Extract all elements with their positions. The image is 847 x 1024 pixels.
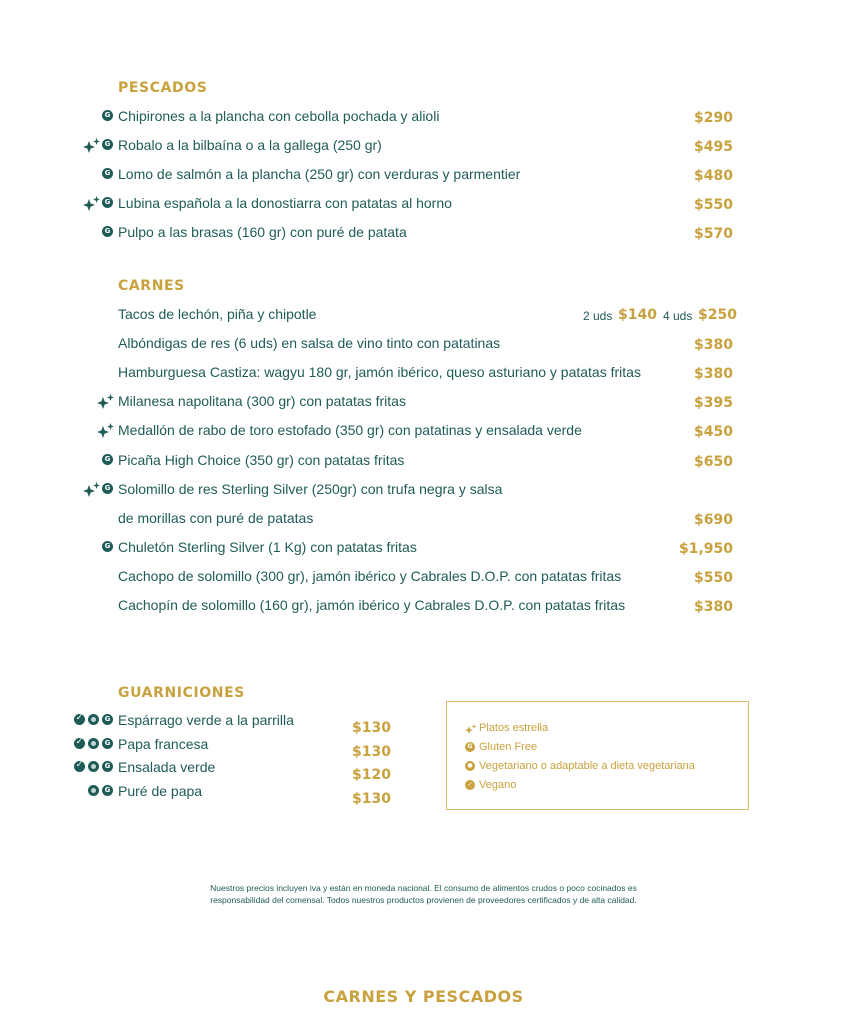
dish-price: $395 [694, 395, 733, 411]
gluten-free-icon: G [102, 483, 113, 494]
dish-name: Espárrago verde a la parrilla [118, 712, 294, 728]
dish-price: $570 [694, 226, 733, 242]
dish-name: Lomo de salmón a la plancha (250 gr) con verduras y parmentier [118, 166, 521, 182]
dish-name: Cachopín de solomillo (160 gr), jamón ibérico y Cabrales D.O.P. con patatas fritas [118, 597, 626, 613]
dish-name: Puré de papa [118, 783, 203, 799]
menu-item-solomillo [0, 481, 847, 501]
dish-name: Tacos de lechón, piña y chipotle [118, 306, 317, 322]
dish-price: $130 [352, 791, 391, 807]
sparkle-star-icon [465, 722, 477, 733]
quantity-label: 2 uds [583, 309, 613, 323]
legend-label: Gluten Free [479, 741, 538, 753]
dish-price: $550 [694, 197, 733, 213]
dish-price: $380 [694, 599, 733, 615]
legend-label: Vegetariano o adaptable a dieta vegetariana [479, 760, 695, 772]
dish-name: Chipirones a la plancha con cebolla pochada y alioli [118, 108, 440, 124]
section-title-carnes: CARNES [118, 278, 185, 294]
gluten-free-icon: G [102, 738, 113, 749]
menu-item [0, 422, 847, 442]
footnote-line: responsabilidad del comensal. Todos nuestros productos provienen de proveedores certificados y de alta calidad. [210, 895, 637, 905]
dish-price: $480 [694, 168, 733, 184]
sparkle-star-icon [97, 394, 115, 410]
sparkle-star-icon [83, 138, 101, 154]
quantity-label: 4 uds [663, 309, 693, 323]
sparkle-star-icon [97, 423, 115, 439]
vegetarian-icon [88, 761, 99, 772]
dish-name: Cachopo de solomillo (300 gr), jamón ibérico y Cabrales D.O.P. con patatas fritas [118, 568, 622, 584]
vegan-icon [74, 761, 85, 772]
menu-item [0, 195, 847, 215]
dish-name-line2: de morillas con puré de patatas [118, 510, 314, 526]
vegetarian-icon [88, 785, 99, 796]
dish-name: Albóndigas de res (6 uds) en salsa de vino tinto con patatinas [118, 335, 501, 351]
dish-name: Medallón de rabo de toro estofado (350 gr) con patatinas y ensalada verde [118, 422, 582, 438]
vegetarian-icon [88, 738, 99, 749]
menu-item [0, 568, 847, 588]
legend-label: Platos estrella [479, 722, 549, 734]
gluten-free-icon: G [102, 541, 113, 552]
gluten-free-icon: G [102, 168, 113, 179]
quantity-price: $140 [618, 307, 657, 323]
menu-item-tacos [0, 306, 847, 326]
dish-price: $380 [694, 366, 733, 382]
dish-price: $130 [352, 720, 391, 736]
dish-price: $380 [694, 337, 733, 353]
dish-price: $450 [694, 424, 733, 440]
menu-item [0, 452, 847, 472]
dish-price: $550 [694, 570, 733, 586]
menu-item-solomillo-cont [0, 510, 847, 530]
gluten-free-icon: G [465, 742, 475, 752]
sparkle-star-icon [83, 196, 101, 212]
dish-name: Picaña High Choice (350 gr) con patatas fritas [118, 452, 405, 468]
menu-item [0, 539, 847, 559]
menu-item [0, 224, 847, 244]
vegetarian-icon [88, 714, 99, 725]
dish-price: $130 [352, 744, 391, 760]
vegan-icon [74, 714, 85, 725]
quantity-price: $250 [698, 307, 737, 323]
gluten-free-icon: G [102, 785, 113, 796]
gluten-free-icon: G [102, 110, 113, 121]
gluten-free-icon: G [102, 197, 113, 208]
gluten-free-icon: G [102, 139, 113, 150]
gluten-free-icon: G [102, 226, 113, 237]
menu-item [0, 597, 847, 617]
dish-name: Milanesa napolitana (300 gr) con patatas fritas [118, 393, 406, 409]
gluten-free-icon: G [102, 714, 113, 725]
menu-item [0, 137, 847, 157]
vegan-icon: ✓ [465, 780, 475, 790]
menu-item [0, 364, 847, 384]
dish-name: Robalo a la bilbaína o a la gallega (250 gr) [118, 137, 382, 153]
dish-name: Ensalada verde [118, 759, 216, 775]
dish-price: $690 [694, 512, 733, 528]
legend-label: Vegano [479, 779, 517, 791]
dish-price: $290 [694, 110, 733, 126]
section-title-pescados: PESCADOS [118, 80, 208, 96]
dish-price: $120 [352, 767, 391, 783]
menu-item [0, 335, 847, 355]
dish-price: $650 [694, 454, 733, 470]
menu-item [0, 108, 847, 128]
dish-name: Pulpo a las brasas (160 gr) con puré de patata [118, 224, 407, 240]
dish-name: Lubina española a la donostiarra con patatas al horno [118, 195, 452, 211]
gluten-free-icon: G [102, 761, 113, 772]
dish-name: Papa francesa [118, 736, 209, 752]
vegetarian-icon: ● [465, 761, 475, 771]
page-footer-title: CARNES Y PESCADOS [323, 987, 524, 1006]
footnote-line: Nuestros precios incluyen iva y están en moneda nacional. El consumo de alimentos crudos o poco cocinados es [210, 883, 637, 893]
dish-name: Chuletón Sterling Silver (1 Kg) con patatas fritas [118, 539, 417, 555]
menu-item [0, 393, 847, 413]
dish-name: Hamburguesa Castiza: wagyu 180 gr, jamón ibérico, queso asturiano y patatas fritas [118, 364, 641, 380]
dish-price: $1,950 [678, 541, 733, 557]
menu-item [0, 166, 847, 186]
dish-name-line1: Solomillo de res Sterling Silver (250gr) con trufa negra y salsa [118, 481, 503, 497]
sparkle-star-icon [83, 482, 101, 498]
vegan-icon [74, 738, 85, 749]
gluten-free-icon: G [102, 454, 113, 465]
section-title-guarniciones: GUARNICIONES [118, 685, 245, 701]
disclaimer-footnote [0, 882, 847, 906]
legend-box [446, 701, 749, 810]
dish-price: $495 [694, 139, 733, 155]
